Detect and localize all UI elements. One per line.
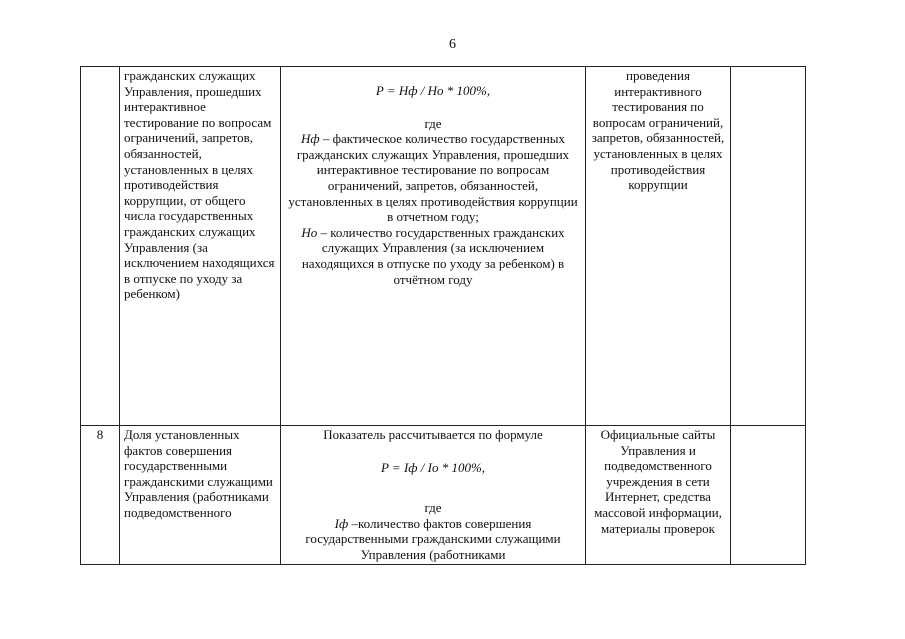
definition	[285, 516, 581, 563]
definition	[285, 225, 581, 287]
where-label: где	[424, 500, 442, 516]
definition-text: – фактическое количество государственных гражданских служащих Управления, прошедших интерактивное тестирование по вопросам ограничений, запретов, обязанностей, установленных в целях противодействия коррупции в отчетном году;	[288, 131, 578, 225]
row-number-cell: 8	[81, 426, 120, 565]
definition-symbol: Iф	[334, 515, 349, 531]
empty-cell	[731, 67, 806, 426]
where-label: где	[424, 115, 442, 131]
formula-intro: Показатель рассчитывается по формуле	[323, 427, 543, 442]
definition-text: – количество государственных гражданских служащих Управления (за исключением находящихся в отпуске по уходу за ребенком) в отчётном году	[301, 224, 565, 287]
page-number: 6	[449, 37, 456, 52]
source-cell: проведения интерактивного тестирования по вопросам ограничений, запретов, обязанностей, установленных в целях противодействия коррупции	[586, 67, 731, 426]
indicator-name-cell: Доля установленных фактов совершения государственными гражданскими служащими Управления (работниками подведомственного	[120, 426, 281, 565]
definition-symbol: Нф	[300, 131, 320, 147]
indicator-table	[80, 66, 806, 565]
formula: P = Iф / Io * 100%,	[380, 459, 486, 475]
formula-cell	[281, 67, 586, 426]
formula: P = Нф / Нo * 100%,	[375, 83, 491, 98]
row-number-cell	[81, 67, 120, 426]
table-row	[81, 426, 806, 565]
source-cell: Официальные сайты Управления и подведомственного учреждения в сети Интернет, средства массовой информации, материалы проверок	[586, 426, 731, 565]
indicator-name-cell: гражданских служащих Управления, прошедших интерактивное тестирование по вопросам ограничений, запретов, обязанностей, установленных в целях противодействия коррупции, от общего числа государственных гражданских служащих Управления (за исключением находящихся в отпуске по уходу за ребенком)	[120, 67, 281, 426]
empty-cell	[731, 426, 806, 565]
definition-text: –количество фактов совершения государственными гражданскими служащими Управления (работниками	[305, 515, 561, 562]
definition-symbol: Но	[301, 224, 318, 240]
formula-cell	[281, 426, 586, 565]
definition	[285, 131, 581, 225]
table-row	[81, 67, 806, 426]
